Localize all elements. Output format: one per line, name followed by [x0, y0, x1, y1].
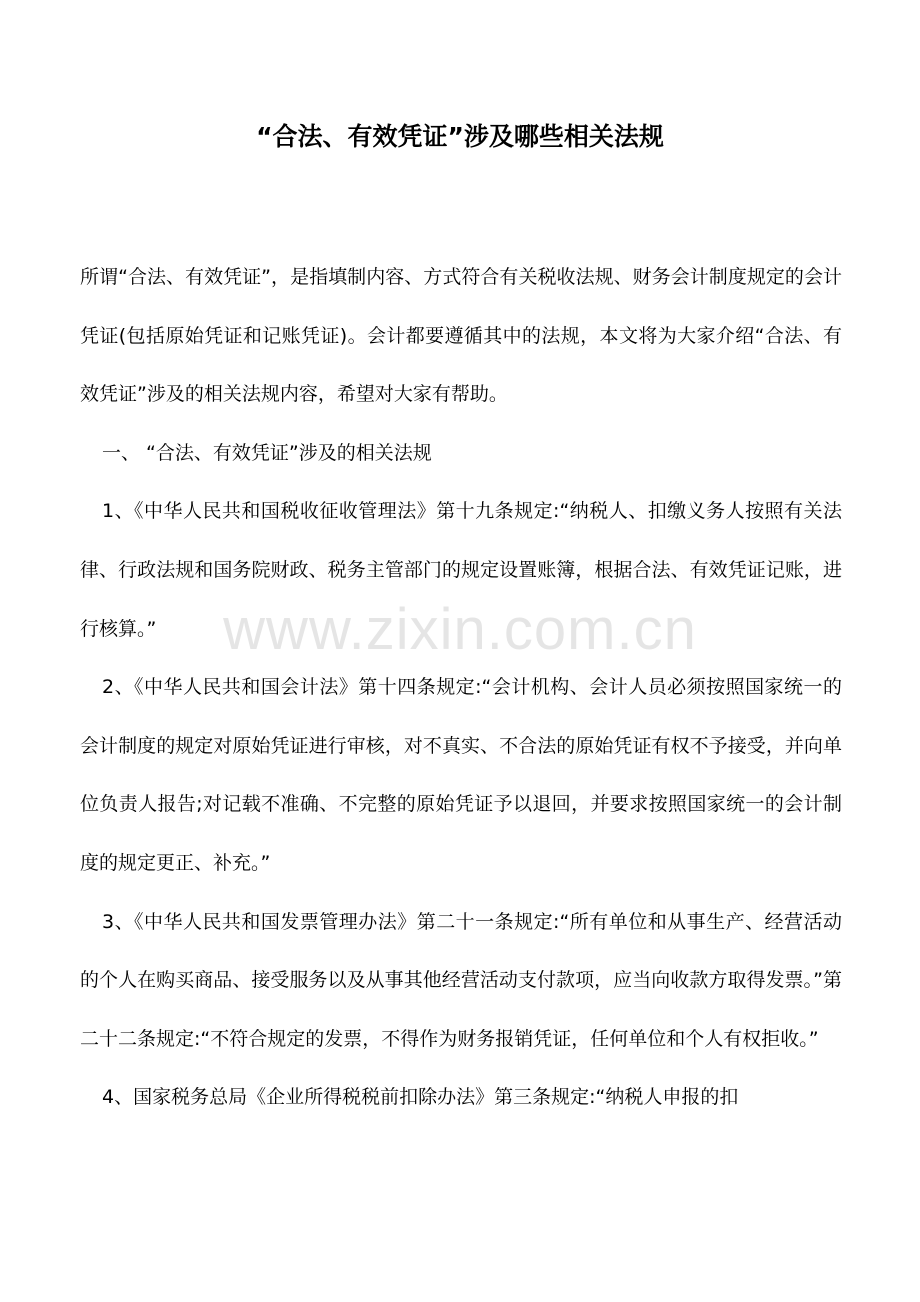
document-body [80, 248, 842, 1127]
section-heading: 一、 “合法、有效凭证”涉及的相关法规 [102, 441, 432, 464]
law-paragraph-1: 1、《中华人民共和国税收征收管理法》第十九条规定:“纳税人、扣缴义务人按照有关法律、行政法规和国务院财政、税务主管部门的规定设置账簿，根据合法、有效凭证记账，进行核算。” [80, 500, 842, 640]
law-paragraph-3: 3、《中华人民共和国发票管理办法》第二十一条规定:“所有单位和从事生产、经营活动的个人在购买商品、接受服务以及从事其他经营活动支付款项，应当向收款方取得发票。”第二十二条规定:“不符合规定的发票，不得作为财务报销凭证，任何单位和个人有权拒收。” [80, 910, 842, 1050]
law-paragraph-4: 4、国家税务总局《企业所得税税前扣除办法》第三条规定:“纳税人申报的扣 [102, 1086, 739, 1109]
intro-paragraph: 所谓“合法、有效凭证”，是指填制内容、方式符合有关税收法规、财务会计制度规定的会计凭证(包括原始凭证和记账凭证)。会计都要遵循其中的法规，本文将为大家介绍“合法、有效凭证”涉及的相关法规内容，希望对大家有帮助。 [80, 266, 842, 406]
law-paragraph-2: 2、《中华人民共和国会计法》第十四条规定:“会计机构、会计人员必须按照国家统一的会计制度的规定对原始凭证进行审核，对不真实、不合法的原始凭证有权不予接受，并向单位负责人报告;对记载不准确、不完整的原始凭证予以退回，并要求按照国家统一的会计制度的规定更正、补充。” [80, 676, 842, 874]
watermark: www.zixin.com.cn [223, 597, 697, 662]
document-title: “合法、有效凭证”涉及哪些相关法规 [256, 122, 664, 151]
